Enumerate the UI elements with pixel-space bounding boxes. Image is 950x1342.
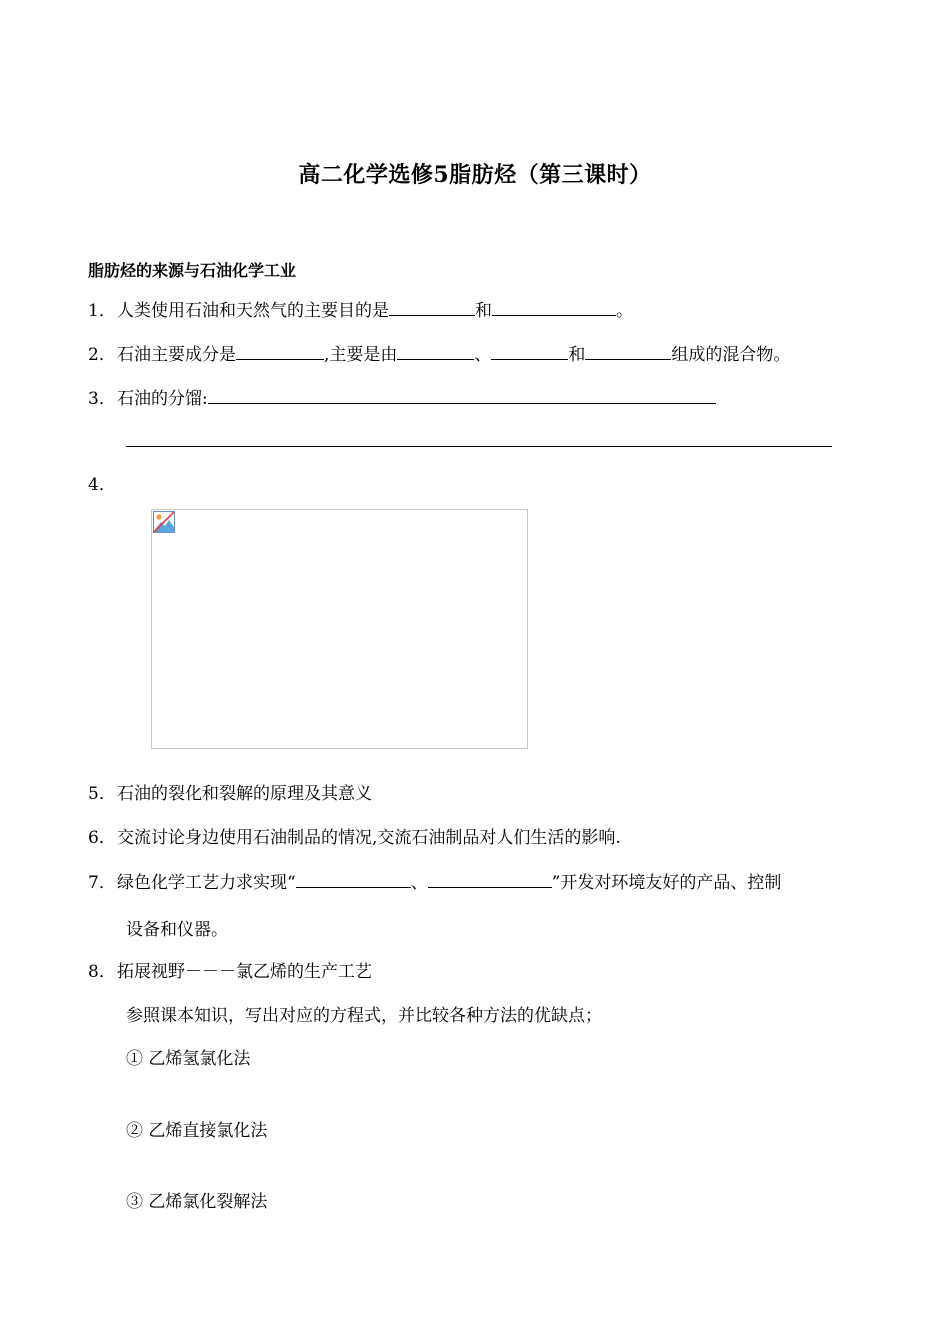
answer-blank[interactable] <box>236 341 324 360</box>
question-6 <box>88 826 621 850</box>
question-number: 7． <box>88 873 116 893</box>
question-number: 4． <box>88 475 116 495</box>
question-number: 2． <box>88 345 116 365</box>
question-text: ,主要是由 <box>324 345 398 365</box>
question-text: 。 <box>616 301 633 321</box>
question-text: 人类使用石油和天然气的主要目的是 <box>117 301 389 321</box>
question-text: 交流讨论身边使用石油制品的情况,交流石油制品对人们生活的影响. <box>117 828 621 848</box>
question-text: 、 <box>410 873 428 893</box>
answer-blank[interactable] <box>296 869 411 888</box>
answer-blank[interactable] <box>397 341 474 360</box>
question-8 <box>88 960 372 984</box>
question-number: 8． <box>88 962 116 982</box>
answer-blank[interactable] <box>492 297 616 316</box>
question-text: 拓展视野－－－氯乙烯的生产工艺 <box>117 962 372 982</box>
question-7 <box>88 869 781 895</box>
question-text: 和 <box>568 345 586 365</box>
answer-blank[interactable] <box>428 869 552 888</box>
question-8-instruction: 参照课本知识，写出对应的方程式，并比较各种方法的优缺点； <box>126 1006 602 1026</box>
question-number: 1． <box>88 301 116 321</box>
question-text: ”开发对环境友好的产品、控制 <box>551 873 782 893</box>
answer-blank-line[interactable] <box>126 446 832 447</box>
question-number: 5． <box>88 784 116 804</box>
question-text: 石油的裂化和裂解的原理及其意义 <box>117 784 372 804</box>
question-1 <box>88 297 633 323</box>
answer-blank[interactable] <box>208 385 716 404</box>
page-title: 高二化学选修5脂肪烃（第三课时） <box>298 162 652 188</box>
question-2 <box>88 341 790 367</box>
question-text: 和 <box>475 301 492 321</box>
broken-image-icon <box>153 511 175 533</box>
question-text: 组成的混合物。 <box>671 345 791 365</box>
question-text: 石油主要成分是 <box>117 345 236 365</box>
question-7-continuation: 设备和仪器。 <box>126 920 228 940</box>
method-item: ② 乙烯直接氯化法 <box>126 1121 268 1141</box>
question-5 <box>88 782 372 806</box>
question-number: 3． <box>88 389 116 409</box>
method-item: ③ 乙烯氯化裂解法 <box>126 1192 268 1212</box>
question-3 <box>88 385 716 411</box>
section-heading: 脂肪烃的来源与石油化学工业 <box>88 261 297 280</box>
question-text: 石油的分馏: <box>117 389 208 409</box>
answer-blank[interactable] <box>585 341 671 360</box>
image-placeholder <box>151 509 528 749</box>
answer-blank[interactable] <box>389 297 475 316</box>
question-text: 绿色化学工艺力求实现“ <box>117 873 296 893</box>
question-text: 、 <box>474 345 492 365</box>
question-4 <box>88 473 117 497</box>
question-number: 6． <box>88 828 116 848</box>
answer-blank[interactable] <box>491 341 568 360</box>
method-item: ① 乙烯氢氯化法 <box>126 1049 251 1069</box>
